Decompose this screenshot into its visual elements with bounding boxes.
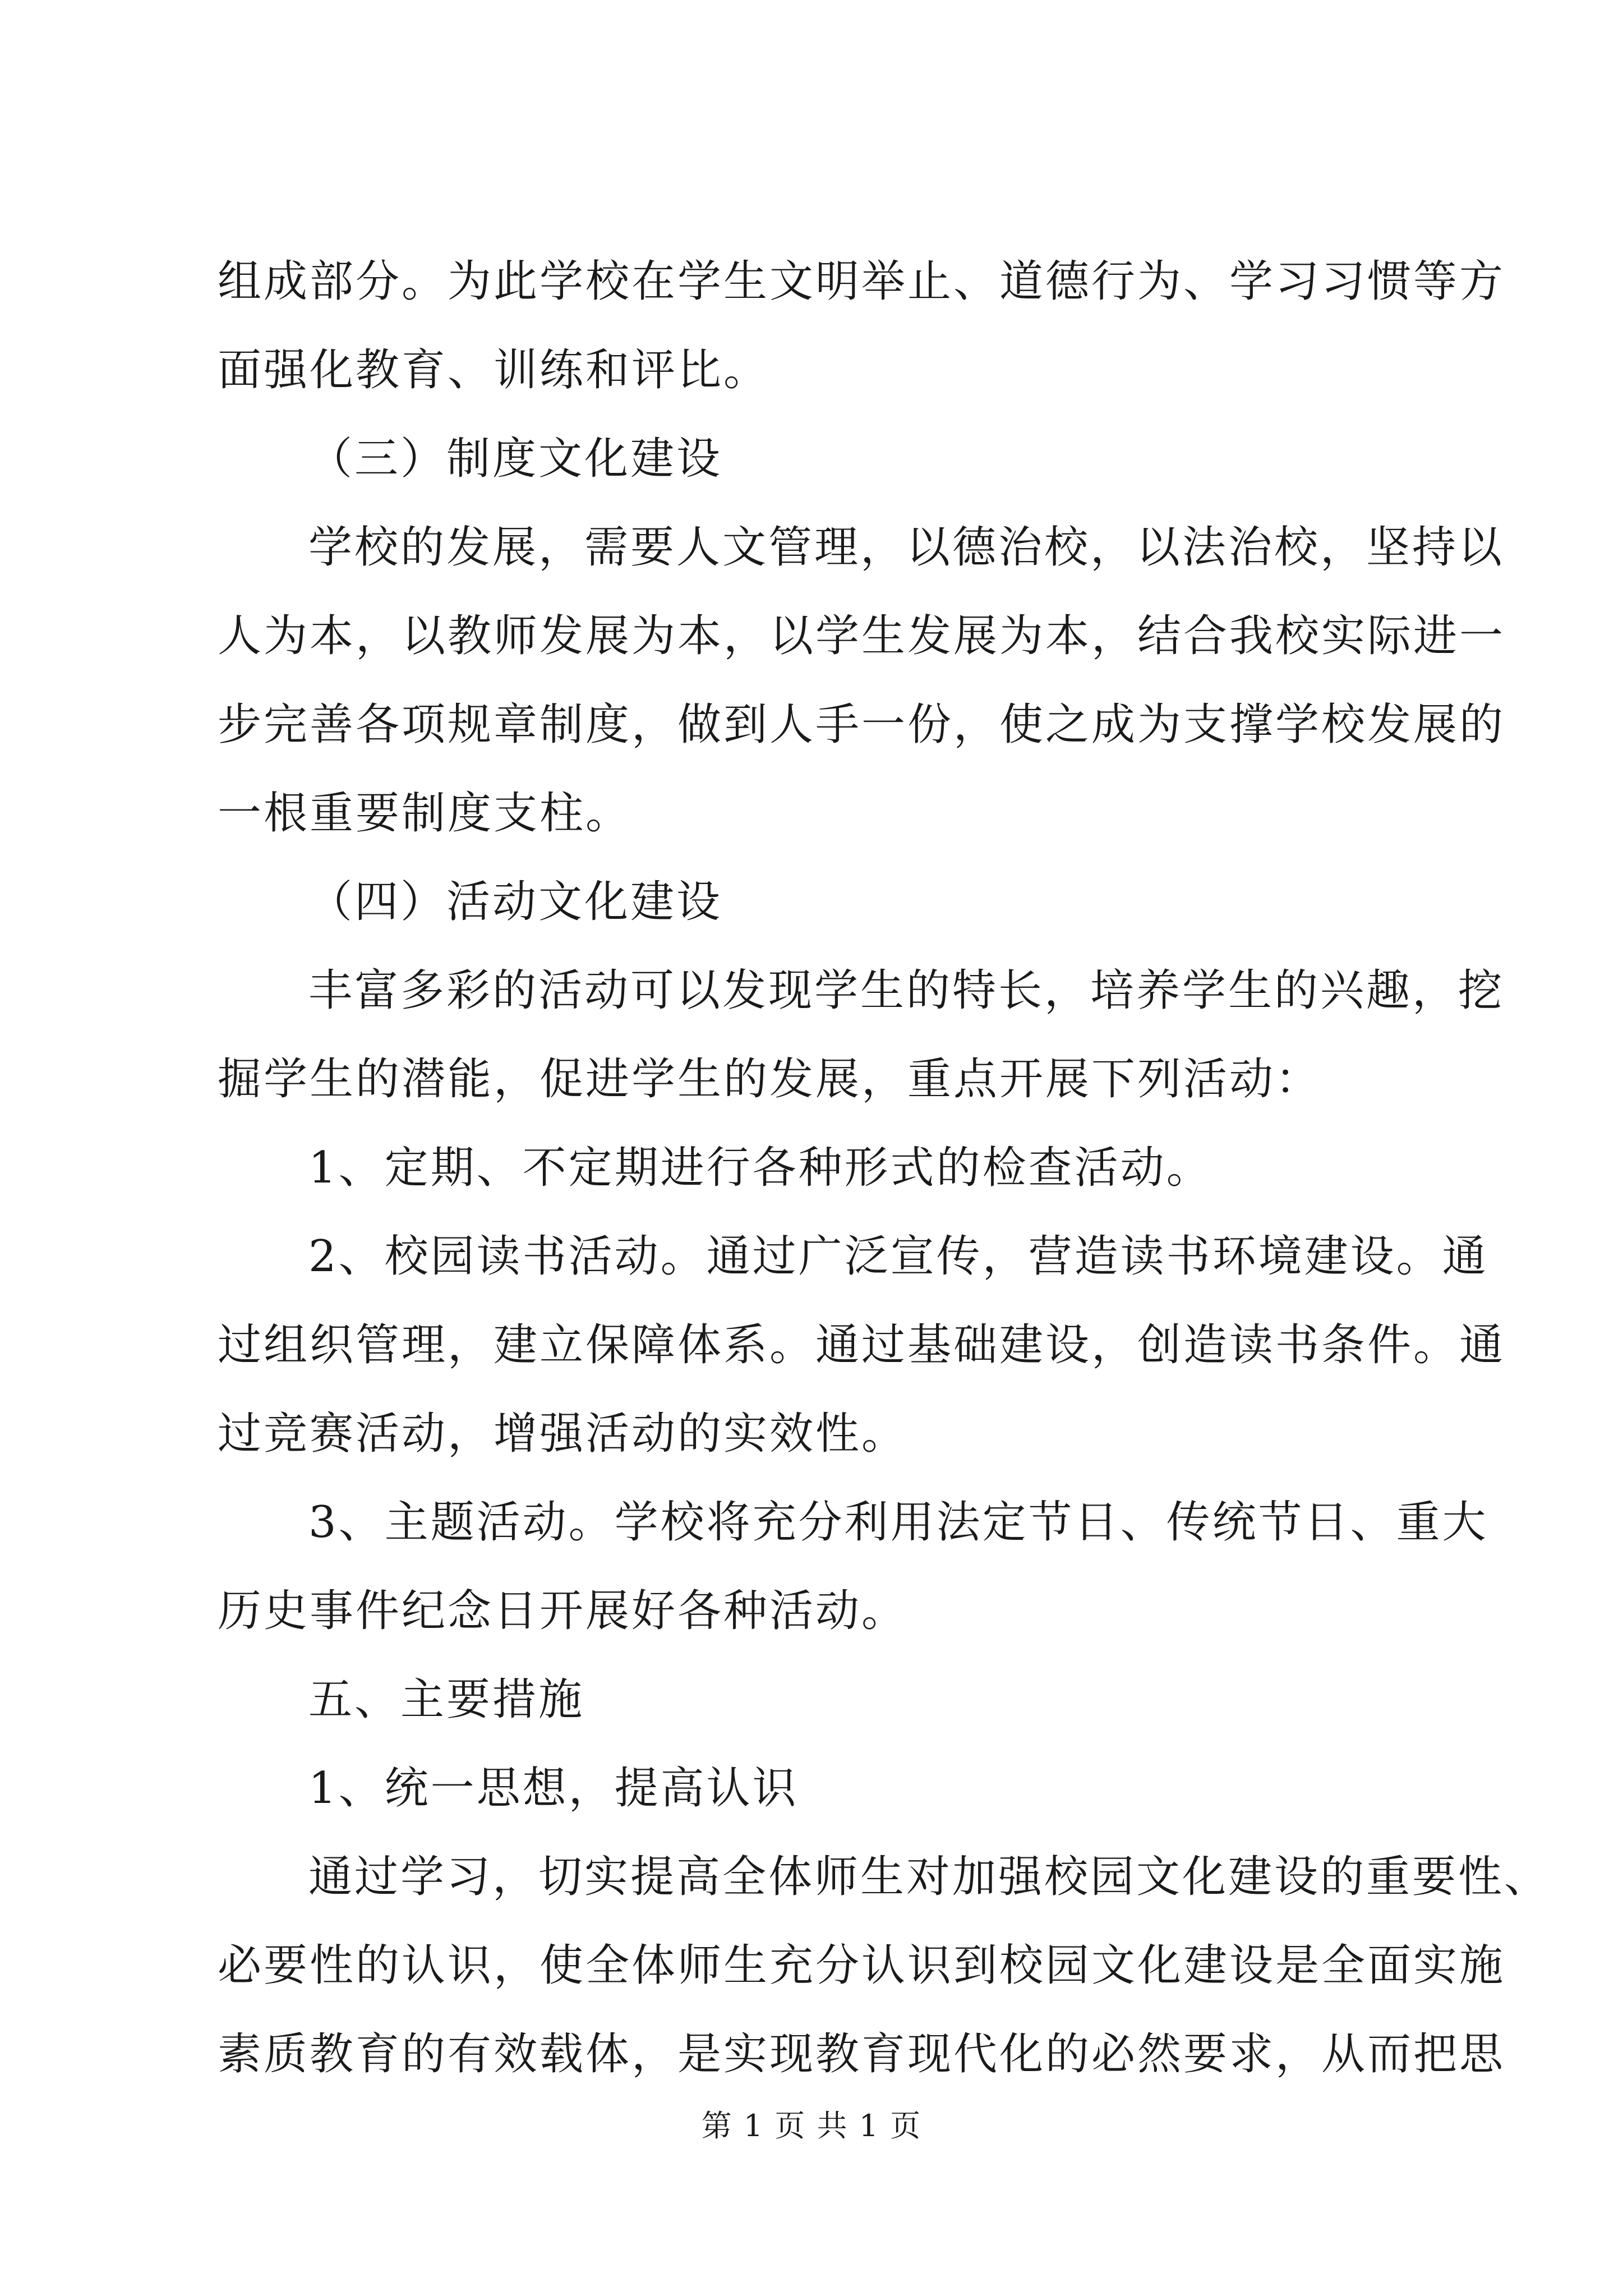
page-number-footer: 第 1 页 共 1 页: [701, 2108, 922, 2143]
text-line: 组成部分。为此学校在学生文明举止、道德行为、学习习惯等方: [218, 256, 1506, 307]
text-line: 掘学生的潜能，促进学生的发展，重点开展下列活动：: [218, 1054, 1322, 1105]
section-heading: 五、主要措施: [308, 1674, 585, 1725]
text-line: 丰富多彩的活动可以发现学生的特长，培养学生的兴趣，挖: [308, 965, 1505, 1016]
text-line: 3、主题活动。学校将充分利用法定节日、传统节日、重大: [308, 1497, 1488, 1548]
text-line: 学校的发展，需要人文管理，以德治校，以法治校，坚持以: [308, 522, 1505, 573]
text-line: 2、校园读书活动。通过广泛宣传，营造读书环境建设。通: [308, 1231, 1488, 1282]
text-line: 人为本，以教师发展为本，以学生发展为本，结合我校实际进一: [218, 611, 1506, 661]
section-heading: 1、统一思想，提高认识: [308, 1763, 799, 1814]
section-heading: （四）活动文化建设: [308, 877, 723, 927]
text-line: 过竞赛活动，增强活动的实效性。: [218, 1409, 908, 1459]
text-line: 历史事件纪念日开展好各种活动。: [218, 1586, 908, 1636]
text-line: 面强化教育、训练和评比。: [218, 345, 770, 395]
text-line: 步完善各项规章制度，做到人手一份，使之成为支撑学校发展的: [218, 700, 1506, 750]
text-line: 素质教育的有效载体，是实现教育现代化的必然要求，从而把思: [218, 2029, 1506, 2079]
text-line: 过组织管理，建立保障体系。通过基础建设，创造读书条件。通: [218, 1320, 1506, 1370]
text-line: 1、定期、不定期进行各种形式的检查活动。: [308, 1143, 1212, 1193]
text-line: 必要性的认识，使全体师生充分认识到校园文化建设是全面实施: [218, 1940, 1506, 1991]
section-heading: （三）制度文化建设: [308, 434, 723, 484]
text-line: 通过学习，切实提高全体师生对加强校园文化建设的重要性、: [308, 1852, 1551, 1902]
text-line: 一根重要制度支柱。: [218, 788, 632, 839]
